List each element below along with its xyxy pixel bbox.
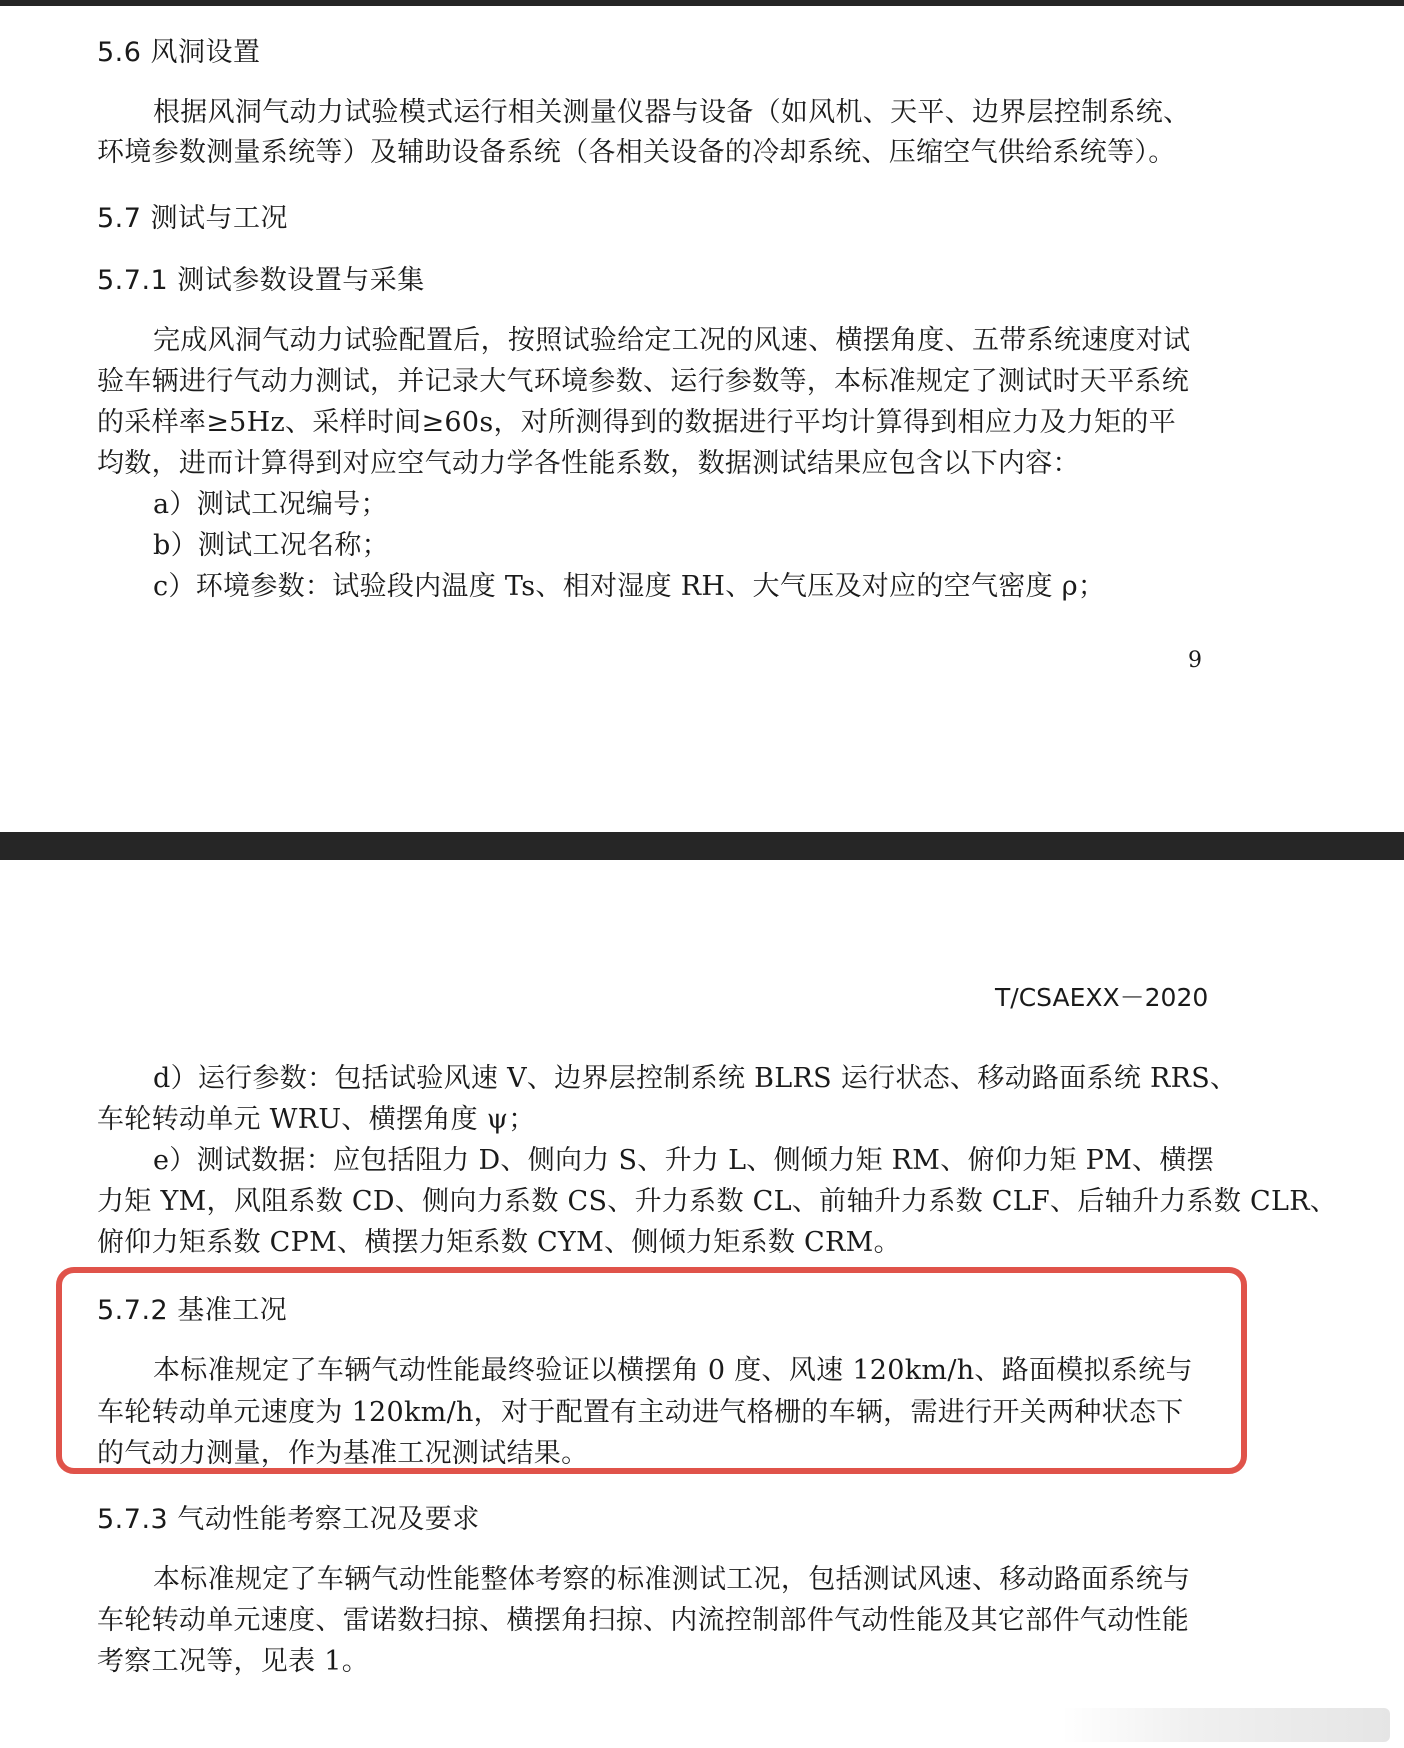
watermark — [1060, 1708, 1390, 1742]
paragraph-line: 本标准规定了车辆气动性能最终验证以横摆角 0 度、风速 120km/h、路面模拟系统与 — [153, 1355, 1193, 1386]
list-item-c: c）环境参数：试验段内温度 Ts、相对湿度 RH、大气压及对应的空气密度 ρ； — [153, 571, 1106, 602]
paragraph-line: 的气动力测量，作为基准工况测试结果。 — [97, 1438, 589, 1469]
list-item-a: a）测试工况编号； — [153, 489, 388, 520]
highlight-box — [56, 1267, 1247, 1474]
section-heading-5-6: 5.6 风洞设置 — [97, 37, 261, 68]
paragraph-line: 本标准规定了车辆气动性能整体考察的标准测试工况，包括测试风速、移动路面系统与 — [153, 1564, 1191, 1595]
page-separator — [0, 832, 1404, 860]
paragraph-line: 均数，进而计算得到对应空气动力学各性能系数，数据测试结果应包含以下内容： — [97, 448, 1080, 479]
standard-number: T/CSAEXX－2020 — [995, 983, 1209, 1012]
paragraph-line: 的采样率≥5Hz、采样时间≥60s，对所测得到的数据进行平均计算得到相应力及力矩的平 — [97, 407, 1177, 438]
list-item-d: d）运行参数：包括试验风速 V、边界层控制系统 BLRS 运行状态、移动路面系统 RRS、 — [153, 1063, 1238, 1094]
section-heading-5-7-1: 5.7.1 测试参数设置与采集 — [97, 265, 425, 296]
list-item-b: b）测试工况名称； — [153, 530, 389, 561]
section-heading-5-7-2: 5.7.2 基准工况 — [97, 1295, 288, 1326]
paragraph-line: 环境参数测量系统等）及辅助设备系统（各相关设备的冷却系统、压缩空气供给系统等）。 — [97, 137, 1176, 168]
list-item-d-cont: 车轮转动单元 WRU、横摆角度 ψ； — [97, 1104, 536, 1135]
paragraph-line: 验车辆进行气动力测试，并记录大气环境参数、运行参数等，本标准规定了测试时天平系统 — [97, 366, 1189, 397]
paragraph-line: 车轮转动单元速度为 120km/h，对于配置有主动进气格栅的车辆，需进行开关两种状态下 — [97, 1397, 1184, 1428]
section-heading-5-7: 5.7 测试与工况 — [97, 203, 289, 234]
list-item-e-cont: 力矩 YM，风阻系数 CD、侧向力系数 CS、升力系数 CL、前轴升力系数 CLF、后轴升力系数 CLR、 — [97, 1186, 1338, 1217]
list-item-e: e）测试数据：应包括阻力 D、侧向力 S、升力 L、侧倾力矩 RM、俯仰力矩 PM、横摆 — [153, 1145, 1214, 1176]
page-number: 9 — [1188, 648, 1202, 673]
paragraph-line: 完成风洞气动力试验配置后，按照试验给定工况的风速、横摆角度、五带系统速度对试 — [153, 325, 1191, 356]
section-heading-5-7-3: 5.7.3 气动性能考察工况及要求 — [97, 1504, 480, 1535]
list-item-e-cont: 俯仰力矩系数 CPM、横摆力矩系数 CYM、侧倾力矩系数 CRM。 — [97, 1227, 901, 1258]
document-page-1 — [0, 6, 1404, 832]
paragraph-line: 考察工况等，见表 1。 — [97, 1646, 370, 1677]
paragraph-line: 根据风洞气动力试验模式运行相关测量仪器与设备（如风机、天平、边界层控制系统、 — [153, 97, 1191, 128]
paragraph-line: 车轮转动单元速度、雷诺数扫掠、横摆角扫掠、内流控制部件气动性能及其它部件气动性能 — [97, 1605, 1189, 1636]
